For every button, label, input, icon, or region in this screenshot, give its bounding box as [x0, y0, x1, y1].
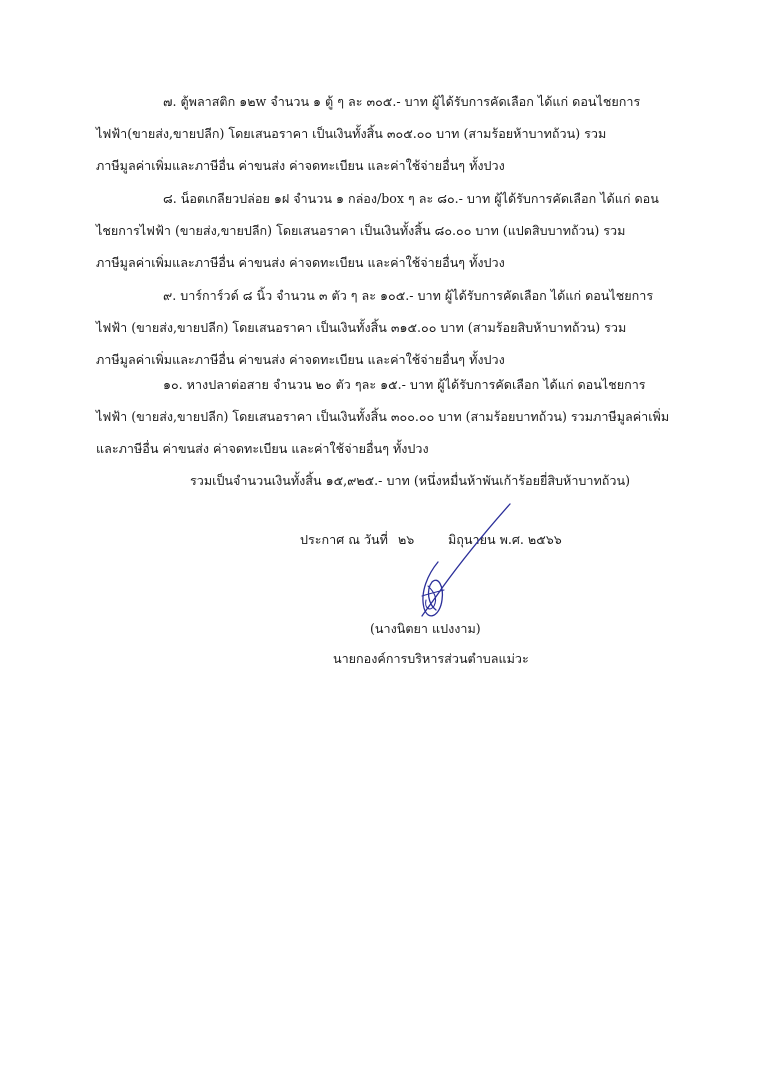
item-7-line-2: ไฟฟ้า(ขายส่ง,ขายปลีก) โดยเสนอราคา เป็นเงินทั้งสิ้น ๓๐๕.๐๐ บาท (สามร้อยห้าบาทถ้วน) รวม [96, 126, 607, 141]
item-10-line-2: ไฟฟ้า (ขายส่ง,ขายปลีก) โดยเสนอราคา เป็นเงินทั้งสิ้น ๓๐๐.๐๐ บาท (สามร้อยบาทถ้วน) รวมภาษีมูลค่าเพิ่ม [96, 409, 670, 424]
item-8-line-2: ไชยการไฟฟ้า (ขายส่ง,ขายปลีก) โดยเสนอราคา เป็นเงินทั้งสิ้น ๘๐.๐๐ บาท (แปดสิบบาทถ้วน) รวม [96, 223, 626, 238]
announcement-day: ๒๖ [398, 532, 415, 547]
announcement-prefix: ประกาศ ณ วันที่ [300, 532, 388, 547]
item-9-line-2: ไฟฟ้า (ขายส่ง,ขายปลีก) โดยเสนอราคา เป็นเงินทั้งสิ้น ๓๑๕.๐๐ บาท (สามร้อยสิบห้าบาทถ้วน) รวม [96, 320, 627, 335]
announcement-month-year: มิถุนายน พ.ศ. ๒๕๖๖ [448, 532, 562, 547]
item-9-line-1: ๙. บาร์การ์วด์ ๘ นิ้ว จำนวน ๓ ตัว ๆ ละ ๑๐๕.- บาท ผู้ได้รับการคัดเลือก ได้แก่ ดอนไชยการ [163, 288, 654, 303]
item-10-line-1: ๑๐. หางปลาต่อสาย จำนวน ๒๐ ตัว ๆละ ๑๕.- บาท ผู้ได้รับการคัดเลือก ได้แก่ ดอนไชยการ [163, 377, 646, 392]
signatory-position: นายกองค์การบริหารส่วนตำบลแม่วะ [333, 651, 529, 666]
item-8-line-1: ๘. น็อตเกลียวปล่อย ๑ฝ จำนวน ๑ กล่อง/box ๆ ละ ๘๐.- บาท ผู้ได้รับการคัดเลือก ได้แก่ ดอน [163, 191, 659, 206]
item-8-line-3: ภาษีมูลค่าเพิ่มและภาษีอื่น ค่าขนส่ง ค่าจดทะเบียน และค่าใช้จ่ายอื่นๆ ทั้งปวง [96, 255, 505, 270]
item-10-line-3: และภาษีอื่น ค่าขนส่ง ค่าจดทะเบียน และค่าใช้จ่ายอื่นๆ ทั้งปวง [96, 441, 429, 456]
item-7-line-1: ๗. ตู้พลาสติก ๑๒w จำนวน ๑ ตู้ ๆ ละ ๓๐๕.- บาท ผู้ได้รับการคัดเลือก ได้แก่ ดอนไชยการ [163, 94, 641, 109]
item-9-line-3: ภาษีมูลค่าเพิ่มและภาษีอื่น ค่าขนส่ง ค่าจดทะเบียน และค่าใช้จ่ายอื่นๆ ทั้งปวง [96, 352, 505, 367]
signatory-name: (นางนิตยา แปงงาม) [370, 621, 481, 636]
item-7-line-3: ภาษีมูลค่าเพิ่มและภาษีอื่น ค่าขนส่ง ค่าจดทะเบียน และค่าใช้จ่ายอื่นๆ ทั้งปวง [96, 158, 505, 173]
signature-scribble [398, 500, 528, 630]
total-amount-line: รวมเป็นจำนวนเงินทั้งสิ้น ๑๕,๙๒๕.- บาท (หนึ่งหมื่นห้าพันเก้าร้อยยี่สิบห้าบาทถ้วน) [190, 473, 631, 488]
